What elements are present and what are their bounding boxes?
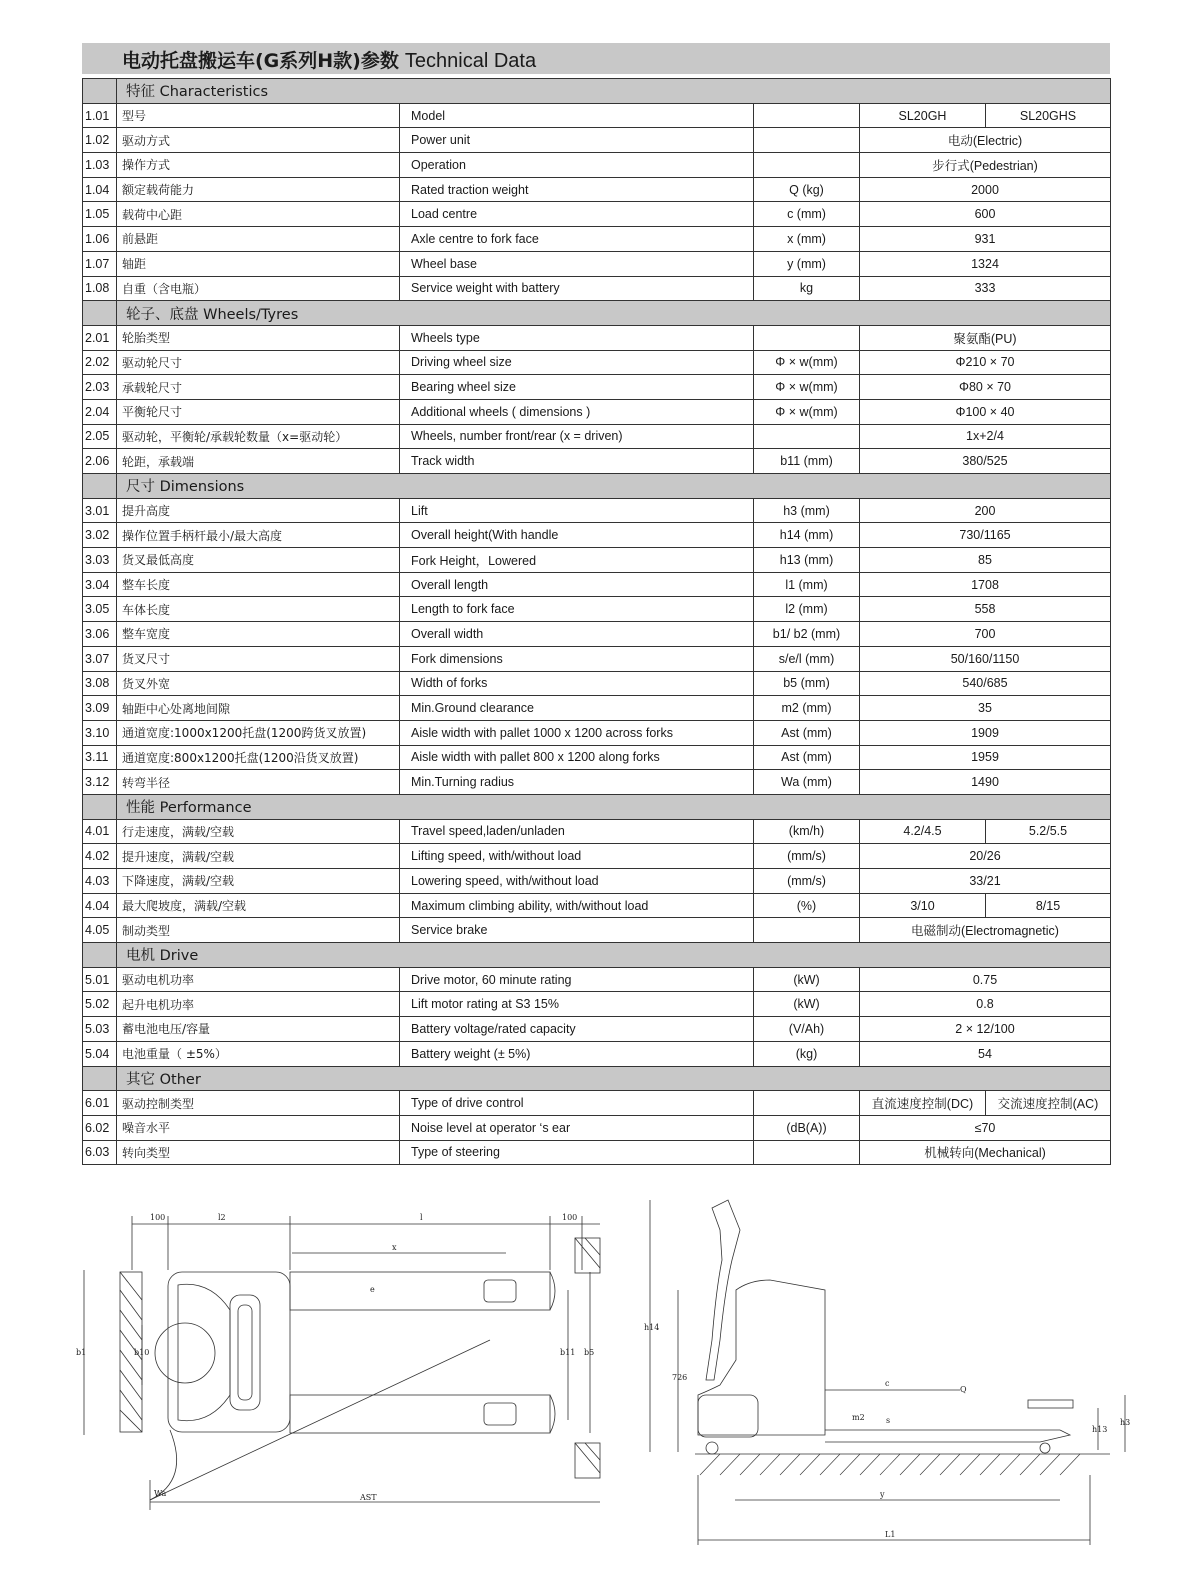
row-unit: Q (kg) [754, 177, 860, 202]
row-number: 2.05 [83, 424, 117, 449]
row-label-zh: 驱动控制类型 [117, 1091, 400, 1116]
row-unit: Φ × w(mm) [754, 399, 860, 424]
row-value: Φ100 × 40 [860, 399, 1111, 424]
drawings-area [0, 1180, 1200, 1570]
section-title: 特征 Characteristics [117, 79, 1111, 104]
row-label-zh: 前悬距 [117, 227, 400, 252]
row-number: 3.01 [83, 498, 117, 523]
row-number: 1.07 [83, 251, 117, 276]
row-number: 3.04 [83, 572, 117, 597]
row-number: 1.02 [83, 128, 117, 153]
table-row [83, 844, 1111, 869]
section-header-blank [83, 79, 117, 104]
section-header [83, 943, 1111, 968]
row-number: 2.02 [83, 350, 117, 375]
row-unit: (%) [754, 893, 860, 918]
row-label-zh: 货叉外宽 [117, 671, 400, 696]
row-value: 2000 [860, 177, 1111, 202]
row-unit [754, 325, 860, 350]
row-label-en: Rated traction weight [400, 177, 754, 202]
row-value: 730/1165 [860, 523, 1111, 548]
drawing-label: L1 [885, 1530, 896, 1539]
row-number: 2.01 [83, 325, 117, 350]
table-row [83, 498, 1111, 523]
row-unit: b11 (mm) [754, 449, 860, 474]
drawing-label: AST [360, 1493, 377, 1502]
row-unit: (kW) [754, 992, 860, 1017]
row-number: 6.01 [83, 1091, 117, 1116]
section-header [83, 301, 1111, 326]
row-value: 200 [860, 498, 1111, 523]
table-row [83, 1140, 1111, 1165]
drawing-label: s [886, 1416, 891, 1425]
row-number: 1.05 [83, 202, 117, 227]
row-value: ≤70 [860, 1115, 1111, 1140]
row-label-en: Driving wheel size [400, 350, 754, 375]
section-header-blank [83, 1066, 117, 1091]
row-label-zh: 操作位置手柄杆最小/最大高度 [117, 523, 400, 548]
row-number: 1.08 [83, 276, 117, 301]
table-row [83, 153, 1111, 178]
table-row [83, 375, 1111, 400]
drawing-label: 100 [150, 1213, 166, 1222]
drawing-label: h14 [644, 1323, 660, 1332]
table-row [83, 893, 1111, 918]
row-label-zh: 起升电机功率 [117, 992, 400, 1017]
table-row [83, 770, 1111, 795]
row-label-zh: 车体长度 [117, 597, 400, 622]
drawing-label: b10 [134, 1348, 150, 1357]
table-row [83, 128, 1111, 153]
row-number: 3.10 [83, 720, 117, 745]
drawing-label: Wa [154, 1489, 167, 1498]
row-label-zh: 制动类型 [117, 918, 400, 943]
row-label-zh: 轮胎类型 [117, 325, 400, 350]
drawing-label: l [420, 1213, 423, 1222]
row-value: Φ80 × 70 [860, 375, 1111, 400]
row-label-zh: 通道宽度:1000x1200托盘(1200跨货叉放置) [117, 720, 400, 745]
row-label-zh: 转弯半径 [117, 770, 400, 795]
row-value: 558 [860, 597, 1111, 622]
row-unit: (km/h) [754, 819, 860, 844]
row-label-en: Lifting speed, with/without load [400, 844, 754, 869]
row-label-zh: 轴距中心处离地间隙 [117, 696, 400, 721]
row-label-en: Lift [400, 498, 754, 523]
row-value: 600 [860, 202, 1111, 227]
row-value: 8/15 [986, 893, 1111, 918]
row-label-en: Model [400, 103, 754, 128]
row-unit [754, 103, 860, 128]
row-number: 2.06 [83, 449, 117, 474]
row-unit: (mm/s) [754, 844, 860, 869]
row-unit: kg [754, 276, 860, 301]
row-number: 3.06 [83, 622, 117, 647]
table-row [83, 819, 1111, 844]
row-label-en: Wheels, number front/rear (x = driven) [400, 424, 754, 449]
table-row [83, 1091, 1111, 1116]
row-label-en: Aisle width with pallet 1000 x 1200 across forks [400, 720, 754, 745]
drawing-label: e [370, 1285, 375, 1294]
row-label-en: Min.Ground clearance [400, 696, 754, 721]
row-unit: l1 (mm) [754, 572, 860, 597]
row-value: 交流速度控制(AC) [986, 1091, 1111, 1116]
drawing-label: Q [960, 1385, 967, 1394]
table-row [83, 424, 1111, 449]
section-title: 电机 Drive [117, 943, 1111, 968]
row-value: 85 [860, 548, 1111, 573]
row-unit: c (mm) [754, 202, 860, 227]
row-number: 1.01 [83, 103, 117, 128]
row-label-zh: 提升高度 [117, 498, 400, 523]
drawing-label: b11 [560, 1348, 576, 1357]
side-view-drawing [640, 1180, 1160, 1570]
table-row [83, 523, 1111, 548]
row-value: 931 [860, 227, 1111, 252]
row-label-zh: 通道宽度:800x1200托盘(1200沿货叉放置) [117, 745, 400, 770]
drawing-label: x [392, 1243, 397, 1252]
row-label-zh: 最大爬坡度，满载/空载 [117, 893, 400, 918]
row-value: 50/160/1150 [860, 646, 1111, 671]
row-value: 1909 [860, 720, 1111, 745]
row-number: 5.03 [83, 1017, 117, 1042]
row-value: 380/525 [860, 449, 1111, 474]
table-row [83, 276, 1111, 301]
row-value: 聚氨酯(PU) [860, 325, 1111, 350]
section-header-blank [83, 301, 117, 326]
row-number: 3.11 [83, 745, 117, 770]
row-unit [754, 1140, 860, 1165]
table-row [83, 572, 1111, 597]
row-number: 4.03 [83, 869, 117, 894]
row-label-en: Travel speed,laden/unladen [400, 819, 754, 844]
row-value: 电磁制动(Electromagnetic) [860, 918, 1111, 943]
row-number: 3.03 [83, 548, 117, 573]
row-number: 5.01 [83, 967, 117, 992]
drawing-label: b1 [76, 1348, 87, 1357]
row-label-zh: 额定载荷能力 [117, 177, 400, 202]
page-title [122, 46, 536, 73]
table-row [83, 967, 1111, 992]
row-number: 3.08 [83, 671, 117, 696]
row-unit [754, 424, 860, 449]
row-value: 5.2/5.5 [986, 819, 1111, 844]
row-label-en: Load centre [400, 202, 754, 227]
row-label-zh: 提升速度，满载/空载 [117, 844, 400, 869]
row-value: 机械转向(Mechanical) [860, 1140, 1111, 1165]
table-row [83, 202, 1111, 227]
row-number: 4.02 [83, 844, 117, 869]
table-row [83, 350, 1111, 375]
row-value: 步行式(Pedestrian) [860, 153, 1111, 178]
row-value: 3/10 [860, 893, 986, 918]
row-number: 3.12 [83, 770, 117, 795]
row-label-zh: 转向类型 [117, 1140, 400, 1165]
row-value: SL20GHS [986, 103, 1111, 128]
row-label-en: Overall height(With handle [400, 523, 754, 548]
technical-data-table [82, 78, 1111, 1165]
row-unit: (kg) [754, 1041, 860, 1066]
table-row [83, 227, 1111, 252]
row-label-en: Noise level at operator ‘s ear [400, 1115, 754, 1140]
row-label-en: Length to fork face [400, 597, 754, 622]
top-view-drawing [70, 1180, 690, 1570]
row-label-zh: 噪音水平 [117, 1115, 400, 1140]
row-label-zh: 驱动电机功率 [117, 967, 400, 992]
row-unit: (V/Ah) [754, 1017, 860, 1042]
row-number: 1.03 [83, 153, 117, 178]
row-unit: h14 (mm) [754, 523, 860, 548]
row-label-zh: 货叉最低高度 [117, 548, 400, 573]
drawing-label: y [880, 1490, 885, 1499]
row-label-zh: 轴距 [117, 251, 400, 276]
section-title: 轮子、底盘 Wheels/Tyres [117, 301, 1111, 326]
row-number: 3.09 [83, 696, 117, 721]
row-label-zh: 驱动轮，平衡轮/承载轮数量（x=驱动轮） [117, 424, 400, 449]
row-unit: Ast (mm) [754, 720, 860, 745]
row-number: 2.03 [83, 375, 117, 400]
row-label-zh: 驱动轮尺寸 [117, 350, 400, 375]
row-number: 4.04 [83, 893, 117, 918]
row-value: 4.2/4.5 [860, 819, 986, 844]
row-label-en: Drive motor, 60 minute rating [400, 967, 754, 992]
row-label-en: Wheels type [400, 325, 754, 350]
title-bar [82, 43, 1110, 74]
row-unit [754, 128, 860, 153]
row-label-zh: 驱动方式 [117, 128, 400, 153]
row-number: 6.03 [83, 1140, 117, 1165]
row-unit: l2 (mm) [754, 597, 860, 622]
section-title: 性能 Performance [117, 794, 1111, 819]
drawing-label: b5 [584, 1348, 595, 1357]
drawing-label: c [885, 1379, 890, 1388]
row-label-zh: 操作方式 [117, 153, 400, 178]
row-value: 1490 [860, 770, 1111, 795]
row-number: 6.02 [83, 1115, 117, 1140]
section-header-blank [83, 794, 117, 819]
row-value: 333 [860, 276, 1111, 301]
row-value: 35 [860, 696, 1111, 721]
row-label-zh: 型号 [117, 103, 400, 128]
row-unit: Wa (mm) [754, 770, 860, 795]
table-row [83, 325, 1111, 350]
row-value: SL20GH [860, 103, 986, 128]
row-unit: b5 (mm) [754, 671, 860, 696]
row-label-en: Track width [400, 449, 754, 474]
table-row [83, 720, 1111, 745]
row-label-zh: 轮距，承载端 [117, 449, 400, 474]
row-unit: x (mm) [754, 227, 860, 252]
section-header-blank [83, 474, 117, 499]
row-label-en: Battery weight (± 5%) [400, 1041, 754, 1066]
drawing-label: l2 [218, 1213, 226, 1222]
row-label-en: Bearing wheel size [400, 375, 754, 400]
section-header [83, 1066, 1111, 1091]
row-number: 3.05 [83, 597, 117, 622]
row-label-en: Type of steering [400, 1140, 754, 1165]
drawing-label: 100 [562, 1213, 578, 1222]
page-title-zh: 电动托盘搬运车(G系列H款)参数 [122, 50, 399, 72]
row-label-en: Overall length [400, 572, 754, 597]
table-row [83, 992, 1111, 1017]
section-title: 其它 Other [117, 1066, 1111, 1091]
row-value: 700 [860, 622, 1111, 647]
row-number: 5.02 [83, 992, 117, 1017]
row-label-en: Battery voltage/rated capacity [400, 1017, 754, 1042]
row-label-zh: 整车宽度 [117, 622, 400, 647]
row-label-en: Min.Turning radius [400, 770, 754, 795]
table-row [83, 622, 1111, 647]
row-unit: b1/ b2 (mm) [754, 622, 860, 647]
row-label-zh: 自重（含电瓶） [117, 276, 400, 301]
table-row [83, 918, 1111, 943]
row-unit: Ast (mm) [754, 745, 860, 770]
row-unit [754, 1091, 860, 1116]
row-label-en: Wheel base [400, 251, 754, 276]
table-row [83, 399, 1111, 424]
row-label-en: Width of forks [400, 671, 754, 696]
row-label-en: Power unit [400, 128, 754, 153]
row-unit: y (mm) [754, 251, 860, 276]
row-value: 直流速度控制(DC) [860, 1091, 986, 1116]
row-unit: Φ × w(mm) [754, 375, 860, 400]
drawing-label: 726 [672, 1373, 688, 1382]
row-number: 4.05 [83, 918, 117, 943]
table-row [83, 869, 1111, 894]
table-row [83, 449, 1111, 474]
row-label-zh: 电池重量（ ±5%） [117, 1041, 400, 1066]
table-row [83, 597, 1111, 622]
table-row [83, 646, 1111, 671]
drawing-label: h13 [1092, 1425, 1108, 1434]
row-label-en: Fork dimensions [400, 646, 754, 671]
page-title-en: Technical Data [404, 50, 537, 72]
row-label-en: Lowering speed, with/without load [400, 869, 754, 894]
row-label-en: Service brake [400, 918, 754, 943]
row-label-zh: 蓄电池电压/容量 [117, 1017, 400, 1042]
row-value: 54 [860, 1041, 1111, 1066]
row-unit: h3 (mm) [754, 498, 860, 523]
row-value: 0.75 [860, 967, 1111, 992]
table-row [83, 671, 1111, 696]
table-row [83, 177, 1111, 202]
row-label-en: Service weight with battery [400, 276, 754, 301]
row-label-en: Lift motor rating at S3 15% [400, 992, 754, 1017]
row-number: 3.07 [83, 646, 117, 671]
row-label-zh: 整车长度 [117, 572, 400, 597]
row-number: 2.04 [83, 399, 117, 424]
row-number: 5.04 [83, 1041, 117, 1066]
row-number: 1.04 [83, 177, 117, 202]
row-number: 4.01 [83, 819, 117, 844]
row-value: 1959 [860, 745, 1111, 770]
row-label-zh: 行走速度，满载/空载 [117, 819, 400, 844]
row-label-zh: 承载轮尺寸 [117, 375, 400, 400]
table-row [83, 1017, 1111, 1042]
table-row [83, 745, 1111, 770]
row-number: 1.06 [83, 227, 117, 252]
row-value: 540/685 [860, 671, 1111, 696]
row-label-en: Axle centre to fork face [400, 227, 754, 252]
table-row [83, 103, 1111, 128]
row-label-en: Maximum climbing ability, with/without load [400, 893, 754, 918]
drawing-label: h3 [1120, 1418, 1131, 1427]
table-row [83, 251, 1111, 276]
row-label-en: Aisle width with pallet 800 x 1200 along forks [400, 745, 754, 770]
row-label-zh: 载荷中心距 [117, 202, 400, 227]
row-unit: Φ × w(mm) [754, 350, 860, 375]
row-label-en: Fork Height，Lowered [400, 548, 754, 573]
row-unit: h13 (mm) [754, 548, 860, 573]
row-label-en: Additional wheels ( dimensions ) [400, 399, 754, 424]
row-value: 1x+2/4 [860, 424, 1111, 449]
row-value: 20/26 [860, 844, 1111, 869]
row-unit: s/e/l (mm) [754, 646, 860, 671]
row-label-zh: 货叉尺寸 [117, 646, 400, 671]
table-row [83, 1115, 1111, 1140]
row-label-en: Operation [400, 153, 754, 178]
row-label-zh: 平衡轮尺寸 [117, 399, 400, 424]
row-unit [754, 918, 860, 943]
row-unit: (dB(A)) [754, 1115, 860, 1140]
row-label-zh: 下降速度，满载/空载 [117, 869, 400, 894]
row-value: 2 × 12/100 [860, 1017, 1111, 1042]
section-header-blank [83, 943, 117, 968]
table-row [83, 1041, 1111, 1066]
row-value: 1708 [860, 572, 1111, 597]
row-unit: m2 (mm) [754, 696, 860, 721]
table-row [83, 696, 1111, 721]
row-value: 33/21 [860, 869, 1111, 894]
row-unit: (mm/s) [754, 869, 860, 894]
row-value: Φ210 × 70 [860, 350, 1111, 375]
row-unit: (kW) [754, 967, 860, 992]
row-value: 电动(Electric) [860, 128, 1111, 153]
row-value: 0.8 [860, 992, 1111, 1017]
row-value: 1324 [860, 251, 1111, 276]
row-unit [754, 153, 860, 178]
section-header [83, 474, 1111, 499]
row-label-en: Type of drive control [400, 1091, 754, 1116]
table-row [83, 548, 1111, 573]
row-number: 3.02 [83, 523, 117, 548]
section-header [83, 79, 1111, 104]
row-label-en: Overall width [400, 622, 754, 647]
section-header [83, 794, 1111, 819]
drawing-label: m2 [852, 1413, 865, 1422]
section-title: 尺寸 Dimensions [117, 474, 1111, 499]
